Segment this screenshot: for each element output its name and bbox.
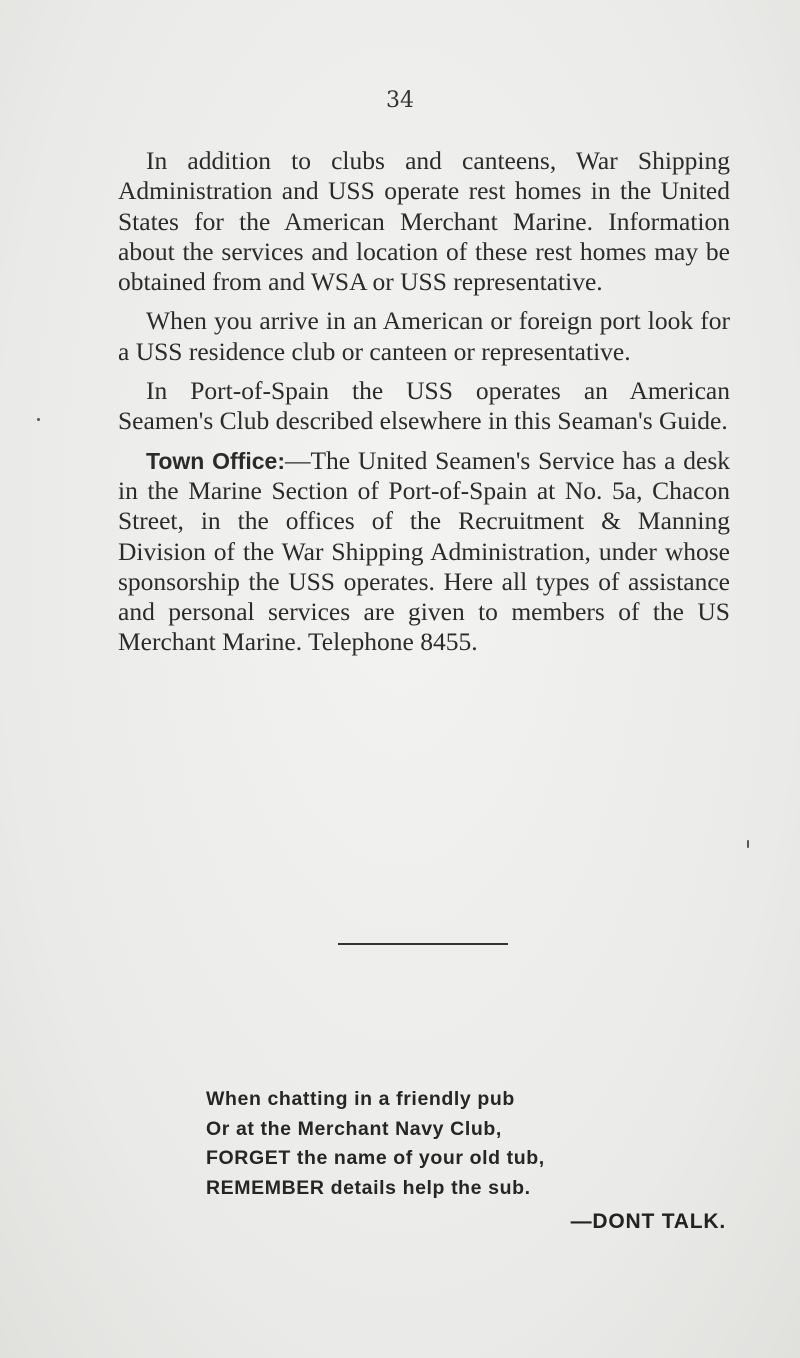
town-office-heading: Town Office: (146, 447, 285, 474)
body-text (118, 146, 730, 658)
paragraph-arrival: When you arrive in an American or foreign port look for a USS residence club or canteen or representative. (118, 306, 730, 366)
paragraph-rest-homes: In addition to clubs and canteens, War Shipping Administration and USS operate rest homes in the United States for the American Merchant Marine. Information about the services and location of these rest homes may be obtained from and WSA or USS representative. (118, 146, 730, 297)
page-number: 34 (386, 88, 414, 113)
poem-line: REMEMBER details help the sub. (206, 1176, 531, 1199)
poem-signoff: —DONT TALK. (570, 1210, 726, 1233)
town-office-text: —The United Seamen's Service has a desk in the Marine Section of Port-of-Spain at No. 5a, Chacon Street, in the offices of the Recruitment & Manning Division of the War Shipping Administration, under whose sponsorship the USS operates. Here all types of assistance and personal services are given to members of the US Merchant Marine. Telephone 8455. (118, 445, 730, 657)
paragraph-town-office (118, 446, 730, 658)
poem-line: Or at the Merchant Navy Club, (206, 1117, 502, 1140)
poem-line: FORGET the name of your old tub, (206, 1147, 545, 1169)
paragraph-port-of-spain: In Port-of-Spain the USS operates an American Seamen's Club described elsewhere in this Seaman's Guide. (118, 376, 730, 436)
paper-speck (747, 840, 749, 848)
poem-line: When chatting in a friendly pub (206, 1088, 515, 1110)
dont-talk-poem (206, 1085, 736, 1203)
section-divider (338, 943, 508, 945)
paper-speck (37, 418, 40, 421)
